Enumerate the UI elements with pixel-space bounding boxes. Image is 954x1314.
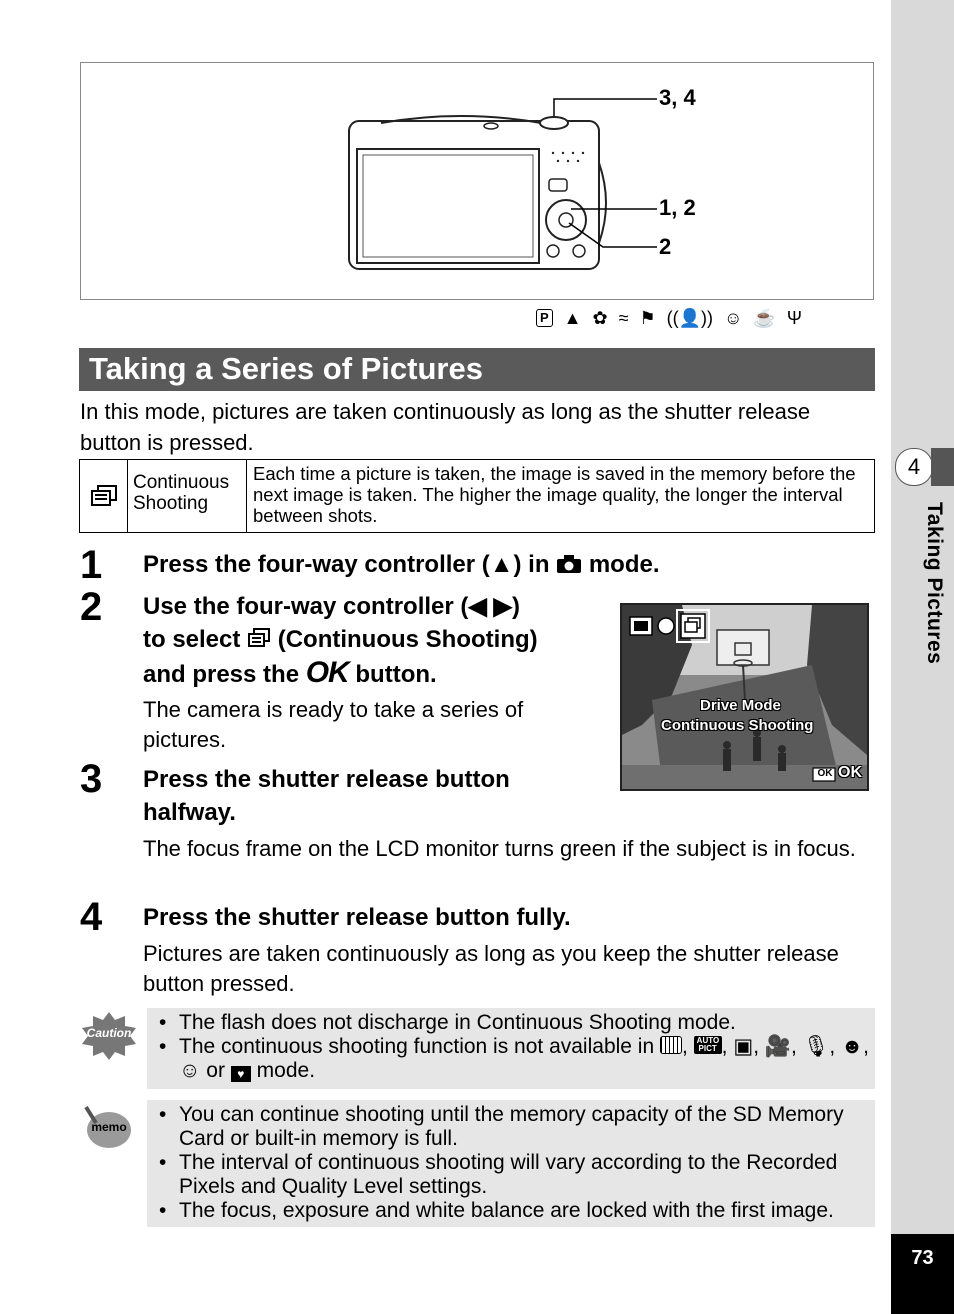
step-3-title-line1: Press the shutter release button <box>143 766 510 793</box>
page-heading: Taking a Series of Pictures <box>79 348 875 391</box>
caution-item-2: • The continuous shooting function is not available in , AUTO PICT , ▣, 🎥, 🎙, ☻, ☺ or ♥ mode. <box>147 1035 875 1083</box>
program-mode-icon: P <box>536 309 553 327</box>
step-3-body: The focus frame on the LCD monitor turns green if the subject is in focus. <box>143 836 856 861</box>
table-mode-name-line2: Shooting <box>133 493 209 514</box>
step-1-title <box>143 548 660 581</box>
step-number-1: 1 <box>80 543 103 587</box>
camera-figure <box>80 62 874 300</box>
memo-item-1: • You can continue shooting until the memory capacity of the SD Memory Card or built-in memory is full. <box>147 1103 875 1151</box>
caution-badge-label: Caution <box>86 1026 132 1040</box>
table-mode-name-cell <box>128 460 247 532</box>
ok-button-glyph: OK <box>305 656 349 689</box>
surf-snow-mode-icon: ≈ <box>618 308 629 328</box>
step-2-title-line3 <box>143 656 603 691</box>
caution-item-1: • The flash does not discharge in Continuous Shooting mode. <box>147 1011 875 1035</box>
auto-picture-mode-icon: AUTO PICT <box>694 1036 722 1054</box>
step-1-title-b: mode. <box>582 551 660 578</box>
step-4-title: Press the shutter release button fully. <box>143 904 571 931</box>
lcd-screen-image <box>620 603 869 791</box>
callout-shutter: 3, 4 <box>659 85 696 110</box>
sport-mode-icon: ⚑ <box>639 308 656 328</box>
lcd-label-drive-mode: Drive Mode <box>700 697 781 714</box>
lcd-ok-box: OK <box>817 768 833 779</box>
caution-box <box>147 1008 875 1089</box>
continuous-shooting-icon <box>91 485 117 507</box>
continuous-shooting-icon <box>247 628 271 648</box>
caution-or: or <box>206 1059 225 1082</box>
step-2-title <box>143 590 603 691</box>
chapter-number: 4 <box>895 448 933 486</box>
green-mode-icon <box>660 1036 682 1054</box>
step-1-title-a: Press the four-way controller (▲) in <box>143 551 557 578</box>
landscape-mode-icon: ▲ <box>563 308 582 328</box>
flower-mode-icon: ✿ <box>592 308 608 328</box>
memo-item-2: • The interval of continuous shooting will vary according to the Recorded Pixels and Quality Level settings. <box>147 1151 875 1199</box>
memo-badge-label: memo <box>91 1120 127 1134</box>
intro-paragraph: In this mode, pictures are taken continuously as long as the shutter release button is pressed. <box>80 399 811 455</box>
step-number-3: 3 <box>80 757 103 801</box>
frame-composite-mode-icon: ▣ <box>733 1035 754 1058</box>
portrait-mode-icon: ☻ <box>841 1035 864 1058</box>
caution-item-2-end: mode. <box>256 1059 316 1082</box>
half-length-portrait-icon: ♥ <box>231 1066 251 1082</box>
camera-illustration <box>81 63 875 301</box>
step-2-title-line2 <box>143 623 603 656</box>
step-2-title-line2b: (Continuous Shooting) <box>271 626 538 653</box>
step-2-title-line1: Use the four-way controller (◀ ▶) <box>143 593 520 620</box>
step-3-title-line2: halfway. <box>143 799 236 826</box>
chapter-title: Taking Pictures <box>923 502 946 665</box>
voice-recording-icon: 🎙 <box>802 1035 830 1058</box>
kids-mode-icon: ☺ <box>179 1059 201 1082</box>
step-number-4: 4 <box>80 895 103 939</box>
digital-sr-mode-icon: ((👤)) <box>666 308 714 328</box>
callout-controller: 1, 2 <box>659 195 696 220</box>
table-mode-name-line1: Continuous <box>133 472 230 493</box>
camera-mode-icon <box>556 554 582 574</box>
callout-ok: 2 <box>659 234 672 259</box>
page-number: 73 <box>891 1234 954 1314</box>
pet-mode-icon: ☕ <box>753 308 776 328</box>
caution-item-2-text: The continuous shooting function is not available in <box>179 1035 655 1058</box>
step-2-title-line3b: button. <box>348 661 437 688</box>
chapter-tab <box>931 448 954 486</box>
step-2-title-line2a: to select <box>143 626 248 653</box>
step-4-body: Pictures are taken continuously as long as you keep the shutter release button pressed. <box>143 941 839 996</box>
lcd-label-continuous: Continuous Shooting <box>661 717 814 734</box>
applicable-mode-icons <box>536 306 802 330</box>
drive-mode-table <box>79 459 875 533</box>
step-2-title-line3a: and press the <box>143 661 306 688</box>
step-2-body: The camera is ready to take a series of pictures. <box>143 697 524 752</box>
memo-box <box>147 1100 875 1227</box>
step-number-2: 2 <box>80 585 103 629</box>
food-mode-icon: Ψ <box>786 308 802 328</box>
table-description: Each time a picture is taken, the image is saved in the memory before the next image is taken. The higher the image quality, the longer the interval between shots. <box>253 463 856 526</box>
kids-mode-icon: ☺ <box>724 308 743 328</box>
step-3-title <box>143 763 603 829</box>
table-icon-cell <box>80 460 128 532</box>
memo-item-3: • The focus, exposure and white balance are locked with the first image. <box>147 1199 875 1223</box>
lcd-ok-label: OK <box>838 764 862 781</box>
movie-mode-icon: 🎥 <box>764 1035 792 1058</box>
